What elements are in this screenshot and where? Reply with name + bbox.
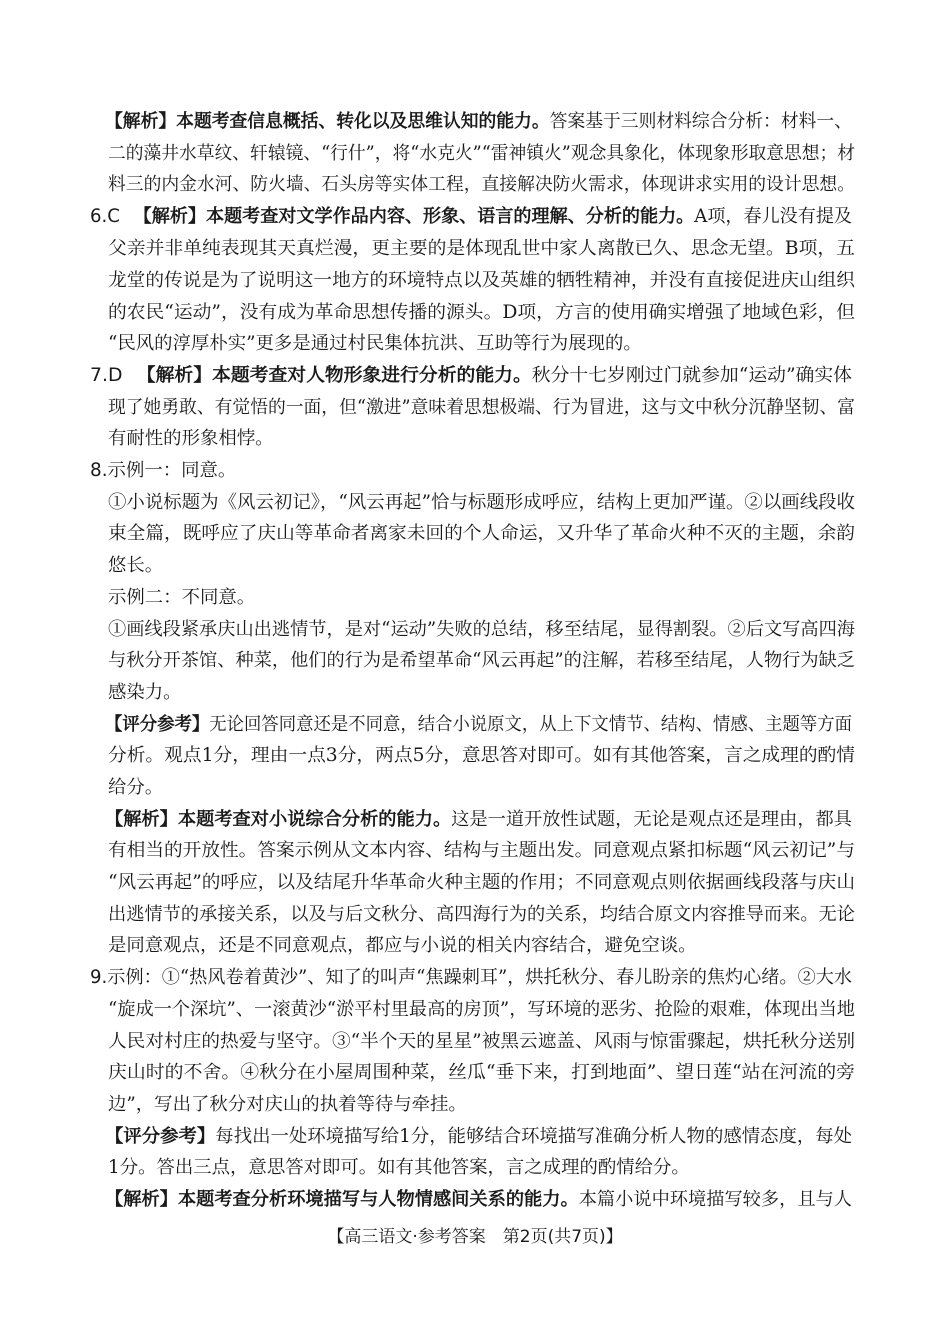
- section-label: 【解析】: [105, 111, 177, 132]
- page-footer: 【高三语文·参考答案 第2页(共7页)】: [327, 1227, 623, 1247]
- text-line: [108, 997, 855, 1023]
- line-text: 示例：①“热风卷着黄沙”、知了的叫声“焦躁刺耳”，烘托秋分、春儿盼亲的焦灼心绪。②大水: [107, 967, 853, 988]
- text-line: [108, 521, 855, 547]
- text-line: [108, 1092, 467, 1118]
- text-line: [108, 680, 182, 706]
- text-line: [108, 268, 855, 294]
- text-line: [90, 363, 852, 389]
- text-line: [90, 965, 852, 991]
- line-text: “旋成一个深坑”、一滚黄沙“淤平村里最高的房顶”，写环境的恶劣、抢险的艰难，体现出当地: [108, 999, 855, 1020]
- section-summary: 本题考查对人物形象进行分析的能力。: [212, 365, 532, 386]
- line-text: 出逃情节的承接关系，以及与后文秋分、高四海行为的关系，均结合原文内容推导而来。无论: [108, 904, 855, 925]
- text-line: [105, 109, 852, 135]
- section-label: 【评分参考】: [105, 714, 210, 735]
- line-text: 二的藻井水草纹、轩辕镜、“行什”，将“水克火”“雷神镇火”观念具象化，体现象形取意思想；材: [108, 143, 855, 164]
- text-line: [108, 331, 642, 357]
- line-text: 答案基于三则材料综合分析：材料一、: [549, 111, 852, 132]
- text-line: [108, 395, 855, 421]
- line-text: 1分。答出三点，意思答对即可。如有其他答案，言之成理的酌情给分。: [108, 1157, 690, 1178]
- text-line: [108, 426, 274, 452]
- line-text: 现了她勇敢、有觉悟的一面，但“激进”意味着思想极端、行为冒进，这与文中秋分沉静坚韧、富: [108, 397, 855, 418]
- line-text: 这是一道开放性试题，无论是观点还是理由，都具: [451, 809, 852, 830]
- line-text: 有相当的开放性。答案示例从文本内容、结构与主题出发。同意观点紧扣标题“风云初记”与: [108, 840, 855, 861]
- section-summary: 本题考查对小说综合分析的能力。: [177, 809, 452, 830]
- text-line: [105, 807, 852, 833]
- text-line: [108, 870, 855, 896]
- line-text: 龙堂的传说是为了说明这一地方的环境特点以及英雄的牺牲精神，并没有直接促进庆山组织: [108, 270, 855, 291]
- text-line: [108, 902, 855, 928]
- line-text: 人民对村庄的热爱与坚守。③“半个天的星星”被黑云遮盖、风雨与惊雷骤起，烘托秋分送别: [108, 1031, 855, 1052]
- section-label: 【评分参考】: [105, 1126, 216, 1147]
- text-line: [90, 458, 236, 484]
- line-text: A项，春儿没有提及: [694, 206, 852, 227]
- line-text: 示例一：同意。: [107, 460, 237, 481]
- text-line: [108, 838, 855, 864]
- question-number: 6.C: [90, 206, 120, 227]
- text-line: [108, 141, 855, 167]
- line-text: 秋分十七岁刚过门就参加“运动”确实体: [531, 365, 852, 386]
- line-text: 本篇小说中环境描写较多，且与人: [578, 1189, 852, 1210]
- text-line: [108, 172, 855, 198]
- text-line: [108, 236, 855, 262]
- text-line: [108, 585, 255, 611]
- line-text: 感染力。: [108, 682, 182, 703]
- text-line: [90, 204, 852, 230]
- text-line: [108, 490, 855, 516]
- line-text: 束全篇，既呼应了庆山等革命者离家未回的个人命运，又升华了革命火种不灭的主题，余韵: [108, 523, 855, 544]
- text-line: [108, 1029, 855, 1055]
- line-text: 每找出一处环境描写给1分，能够结合环境描写准确分析人物的感情态度，每处: [215, 1126, 853, 1147]
- text-line: [108, 553, 163, 579]
- text-line: [108, 617, 855, 643]
- line-text: 边”，写出了秋分对庆山的执着等待与牵挂。: [108, 1094, 467, 1115]
- line-text: ①小说标题为《风云初记》，“风云再起”恰与标题形成呼应，结构上更加严谨。②以画线段收: [108, 492, 855, 513]
- section-summary: 本题考查分析环境描写与人物情感间关系的能力。: [177, 1189, 579, 1210]
- text-line: [108, 1060, 855, 1086]
- text-line: [108, 933, 697, 959]
- line-text: 示例二：不同意。: [108, 587, 256, 608]
- text-line: [108, 648, 855, 674]
- section-label: 【解析】: [105, 809, 178, 830]
- question-number: 8.: [90, 460, 108, 481]
- line-text: 与秋分开茶馆、种菜，他们的行为是希望革命“风云再起”的注解，若移至结尾，人物行为缺乏: [108, 650, 855, 671]
- text-line: [108, 300, 855, 326]
- text-line: [108, 1155, 690, 1181]
- line-text: 的农民“运动”，没有成为革命思想传播的源头。D项，方言的使用确实增强了地域色彩，但: [108, 302, 855, 323]
- line-text: 悠长。: [108, 555, 164, 576]
- line-text: 有耐性的形象相悖。: [108, 428, 274, 449]
- line-text: 无论回答同意还是不同意，结合小说原文，从上下文情节、结构、情感、主题等方面: [209, 714, 853, 735]
- line-text: 料三的内金水河、防火墙、石头房等实体工程，直接解决防火需求，体现讲求实用的设计思想。: [108, 174, 855, 195]
- line-text: 是同意观点，还是不同意观点，都应与小说的相关内容结合，避免空谈。: [108, 935, 697, 956]
- question-number: 9.: [90, 967, 108, 988]
- section-summary: 本题考查信息概括、转化以及思维认知的能力。: [176, 111, 550, 132]
- line-text: 庆山时的不舍。④秋分在小屋周围种菜，丝瓜“垂下来，打到地面”、望日莲“站在河流的旁: [108, 1062, 855, 1083]
- section-label: 【解析】: [136, 365, 213, 386]
- line-text: 父亲并非单纯表现其天真烂漫，更主要的是体现乱世中家人离散已久、思念无望。B项，五: [108, 238, 855, 259]
- line-text: “民风的淳厚朴实”更多是通过村民集体抗洪、互助等行为展现的。: [108, 333, 642, 354]
- line-text: 给分。: [108, 777, 164, 798]
- question-number: 7.D: [90, 365, 123, 386]
- section-label: 【解析】: [133, 206, 206, 227]
- line-text: 分析。观点1分，理由一点3分，两点5分，意思答对即可。如有其他答案，言之成理的酌情: [108, 745, 855, 766]
- text-line: [105, 1187, 852, 1213]
- line-text: ①画线段紧承庆山出逃情节，是对“运动”失败的总结，移至结尾，显得割裂。②后文写高四海: [108, 619, 855, 640]
- text-line: [105, 1124, 852, 1150]
- line-text: “风云再起”的呼应，以及结尾升华革命火种主题的作用；不同意观点则依据画线段落与庆山: [108, 872, 855, 893]
- text-line: [108, 743, 855, 769]
- section-label: 【解析】: [105, 1189, 178, 1210]
- section-summary: 本题考查对文学作品内容、形象、语言的理解、分析的能力。: [205, 206, 695, 227]
- text-line: [105, 712, 852, 738]
- text-line: [108, 775, 163, 801]
